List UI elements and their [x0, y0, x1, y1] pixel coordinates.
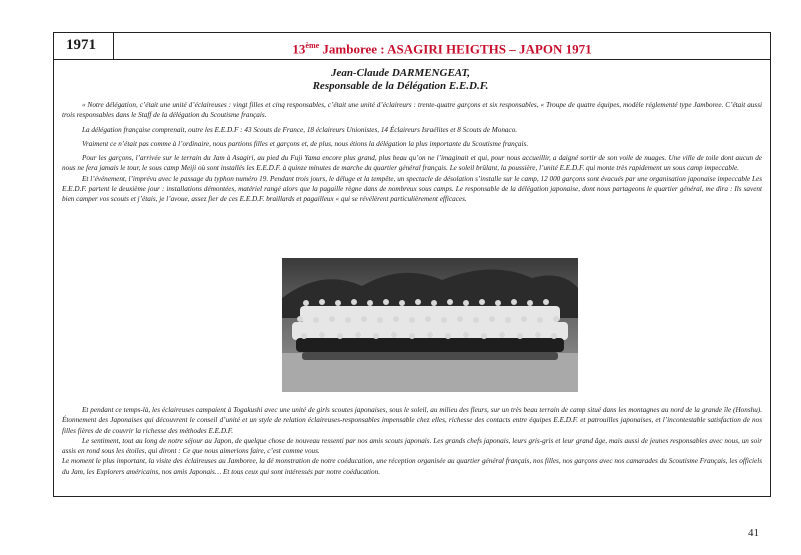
- group-photo: [282, 258, 578, 392]
- title-superscript: ème: [305, 41, 320, 50]
- title-number: 13: [292, 41, 306, 57]
- paragraph: La délégation française comprenait, outre les E.E.D.F : 43 Scouts de France, 18 éclaireurs Unionistes, 14 Éclaireurs Israélites et 8 Scouts de Monaco.: [82, 125, 518, 134]
- paragraph: Le sentiment, tout au long de notre séjour au Japon, de quelque chose de nouveau ressenti par nos amis scouts japonais. Les grands chefs japonais, leurs gris-gris et leur grand âge, mais aussi de jeunes responsables avec nous, un soir assis en rond sous les étoiles, qui diront : Ce que nous aimerions faire, c’est comme vous.: [62, 436, 762, 456]
- paragraph: « Notre délégation, c’était une unité d’éclaireuses : vingt filles et cinq responsables, c’était une unité d’éclaireurs : trente-quatre garçons et six responsables, « Troupe de quatre équipes, modèle réglementé type Jamboree. C’était aussi trois responsables dans le Staff de la délégation du Scoutisme français.: [62, 101, 762, 120]
- page-number: 41: [748, 527, 759, 539]
- paragraph: Le moment le plus important, la visite des éclaireuses au Jamboree, la dé monstration de notre coéducation, une réception organisée au quartier général français, nos filles, nos garçons avec nos camarades du Scoutisme Français, les officiels du Jam, les Explorers américains, nos amis Japonais… Et tous ceux qui sont intéressés par notre coéducation.: [62, 457, 762, 476]
- header-box: [53, 32, 771, 60]
- author-name: Jean-Claude DARMENGEAT,: [331, 67, 470, 79]
- author-role: Responsable de la Délégation E.E.D.F.: [312, 80, 489, 92]
- year-label: 1971: [54, 33, 114, 59]
- page-title: [114, 33, 770, 59]
- article-text-bottom: [62, 405, 762, 477]
- author-block: [0, 67, 801, 93]
- paragraph: Et pendant ce temps-là, les éclaireuses campaient à Togakushi avec une unité de girls scoutes japonaises, sous le soleil, au milieu des fleurs, sur un très beau terrain de camp situé dans les montagnes au nord de la grande île (Honshu). Étonnement des Japonaises qui découvrent le conseil d’unité et un style de relation éclaireuses-responsables impensable chez elles, richesse des contacts entre équipes E.E.D.F. et patrouilles japonaises, et l’incontestable satisfaction de nos filles fières de de couvrir la richesse des méthodes E.E.D.F.: [62, 406, 762, 435]
- paragraph: Pour les garçons, l’arrivée sur le terrain du Jam à Asagiri, au pied du Fuji Yama encore plus grand, plus beau qu’on ne l’imaginait et qui, pour nous accueillir, a daigné sortir de son voile de nuages. Une ville de toile dont aucun de nous ne fera jamais le tour, le sous camp Meiji où sont installés les E.E.D.F. à quinze minutes de marche du quartier général français. Le soleil brûlant, la poussière, l’unité E.E.D.F. qui monte très rapidement un sous camp impeccable.: [62, 154, 762, 173]
- paragraph: Et l’événement, l’imprévu avec le passage du typhon numéro 19. Pendant trois jours, le déluge et la tempête, un spectacle de désolation s’installe sur le camp, 12 000 garçons sont évacués par une organisation japonaise impeccable Les E.E.D.F. partent le deuxième jour : installations démontées, matériel rangé alors que la pagaille règne dans de nombreux sous camps. Le responsable de la délégation japonaise, dont nous partageons le quartier général, me dira : Ils savent bien camper vos scouts et j’étais, je l’avoue, assez fier de ces E.E.D.F. braillards et pagailleux « qui se révélèrent particulièrement efficaces.: [62, 174, 762, 204]
- title-text: Jamboree : ASAGIRI HEIGTHS – JAPON 1971: [319, 41, 592, 57]
- group-photo-image: [282, 258, 578, 392]
- article-text-top: [62, 100, 762, 205]
- paragraph: Vraiment ce n’était pas comme à l’ordinaire, nous partions filles et garçons et, de plus, nous étions la délégation la plus importante du Scoutisme français.: [82, 139, 529, 148]
